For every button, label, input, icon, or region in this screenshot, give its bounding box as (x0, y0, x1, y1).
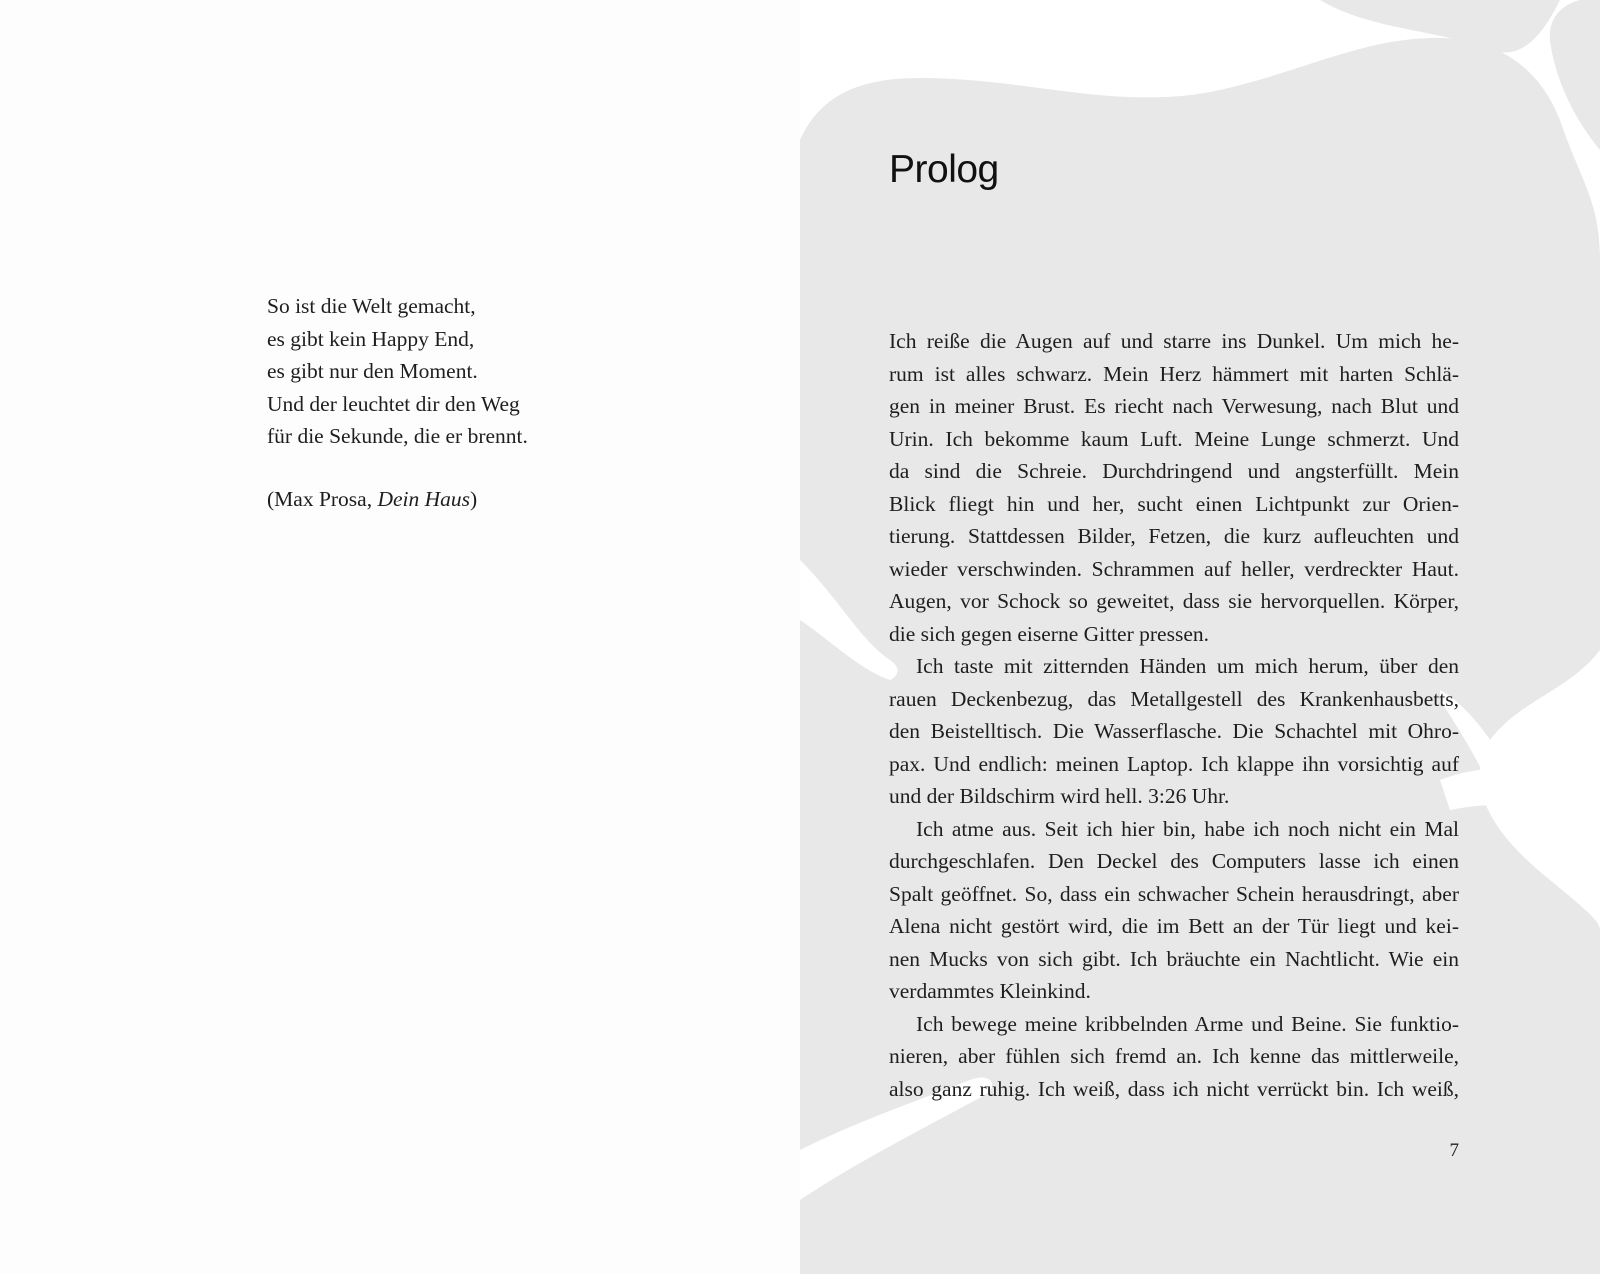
epigraph-source-title: Dein Haus (377, 486, 471, 511)
body-line: Ich taste mit zitternden Händen um mich herum, über den (916, 654, 1459, 678)
epigraph-source-author: (Max Prosa, (267, 486, 378, 511)
body-line: Ich reiße die Augen auf und starre ins Dunkel. Um mich he- (889, 329, 1459, 353)
body-line: die sich gegen eiserne Gitter pressen. (889, 621, 1209, 646)
body-line: den Beistelltisch. Die Wasserflasche. Die Schachtel mit Ohro- (889, 719, 1459, 743)
epigraph (267, 290, 727, 515)
epigraph-line: So ist die Welt gemacht, (267, 294, 476, 318)
epigraph-source (267, 483, 727, 516)
right-page (800, 0, 1600, 1274)
body-line: rauen Deckenbezug, das Metallgestell des Krankenhausbetts, (889, 686, 1459, 711)
body-line: rum ist alles schwarz. Mein Herz hämmert mit harten Schlä- (889, 361, 1459, 386)
body-line: nen Mucks von sich gibt. Ich bräuchte ein Nachtlicht. Wie ein (889, 946, 1459, 971)
body-line: Blick fliegt hin und her, sucht einen Lichtpunkt zur Orien- (889, 491, 1459, 516)
epigraph-source-close: ) (470, 486, 478, 511)
body-line: verdammtes Kleinkind. (889, 979, 1091, 1003)
page-number: 7 (1449, 1140, 1459, 1161)
body-line: und der Bildschirm wird hell. 3:26 Uhr. (889, 784, 1230, 808)
epigraph-line: es gibt nur den Moment. (267, 359, 478, 383)
epigraph-line: es gibt kein Happy End, (267, 326, 475, 351)
body-line: also ganz ruhig. Ich weiß, dass ich nicht verrückt bin. Ich weiß, (889, 1076, 1459, 1101)
body-line: da sind die Schreie. Durchdringend und angsterfüllt. Mein (889, 459, 1459, 483)
body-line: nieren, aber fühlen sich fremd an. Ich kenne das mittlerweile, (889, 1044, 1459, 1068)
chapter-title: Prolog (889, 148, 999, 191)
body-line: pax. Und endlich: meinen Laptop. Ich klappe ihn vorsichtig auf (889, 751, 1459, 776)
body-line: durchgeschlafen. Den Deckel des Computers lasse ich einen (889, 849, 1459, 873)
body-line: gen in meiner Brust. Es riecht nach Verwesung, nach Blut und (889, 394, 1459, 418)
body-line: wieder verschwinden. Schrammen auf heller, verdreckter Haut. (889, 556, 1459, 581)
body-line: Alena nicht gestört wird, die im Bett an der Tür liegt und kei- (889, 914, 1459, 938)
body-line: Ich bewege meine kribbelnden Arme und Beine. Sie funktio- (916, 1011, 1459, 1036)
chapter-body (889, 325, 1459, 1105)
body-line: tierung. Stattdessen Bilder, Fetzen, die kurz aufleuchten und (889, 524, 1459, 548)
body-line: Ich atme aus. Seit ich hier bin, habe ich noch nicht ein Mal (916, 816, 1459, 841)
epigraph-line: für die Sekunde, die er brennt. (267, 424, 528, 448)
body-line: Spalt geöffnet. So, dass ein schwacher Schein herausdringt, aber (889, 881, 1459, 906)
epigraph-line: Und der leuchtet dir den Weg (267, 391, 520, 416)
body-line: Urin. Ich bekomme kaum Luft. Meine Lunge schmerzt. Und (889, 426, 1459, 451)
body-line: Augen, vor Schock so geweitet, dass sie hervorquellen. Körper, (889, 589, 1459, 613)
